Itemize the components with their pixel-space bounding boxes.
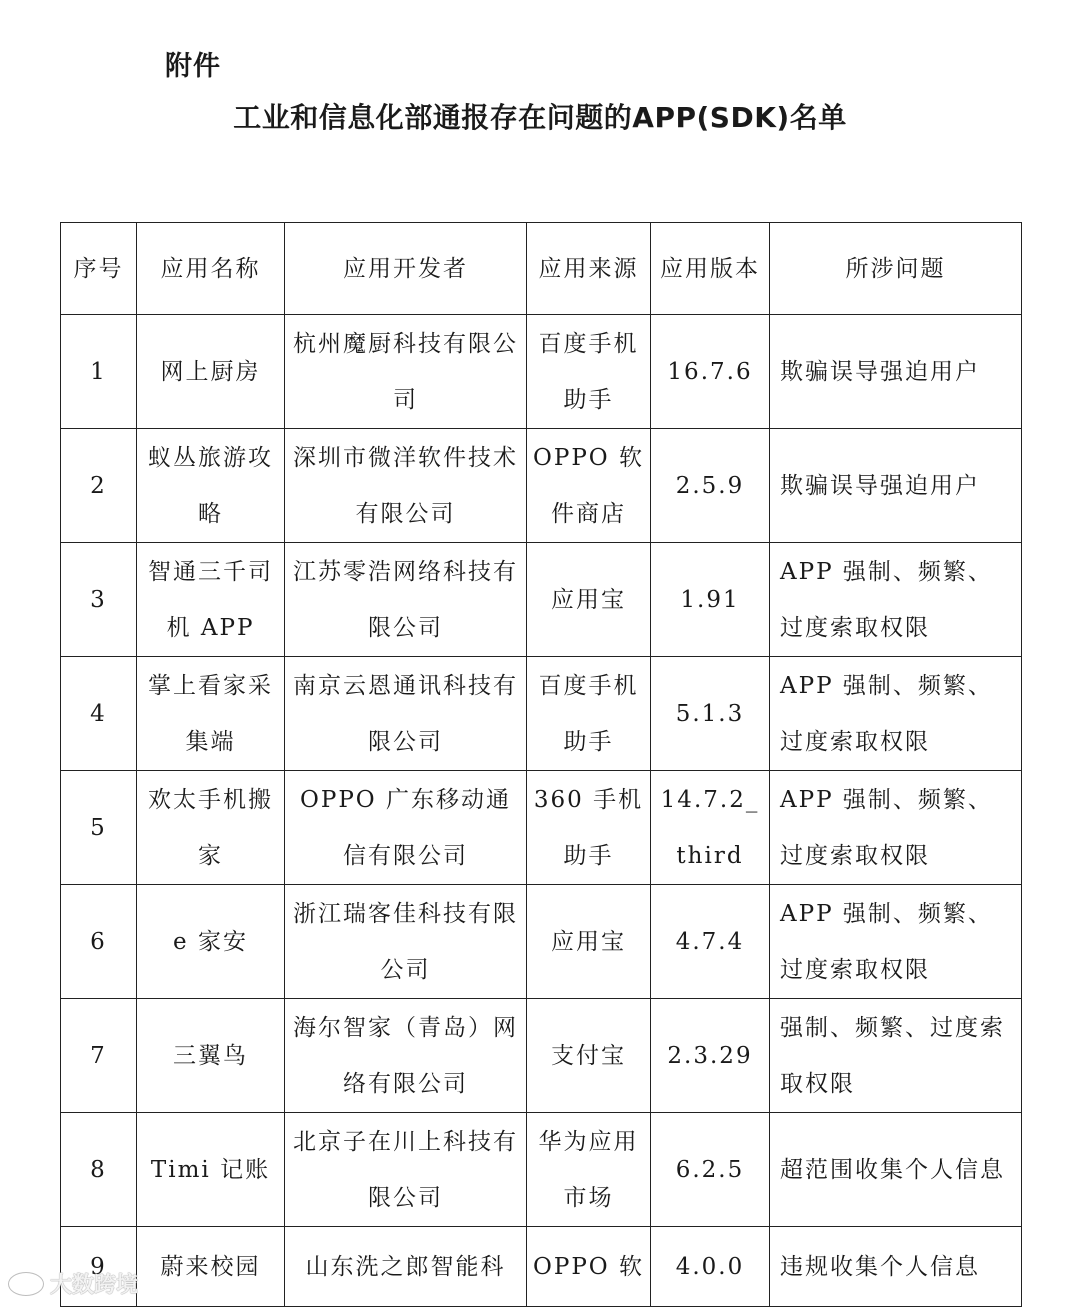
cell-issue: APP 强制、频繁、过度索取权限 [770, 657, 1022, 771]
cell-index: 1 [61, 315, 137, 429]
cell-version: 6.2.5 [651, 1113, 770, 1227]
cell-source: OPPO 软 [527, 1227, 651, 1307]
table-row [61, 999, 1022, 1113]
table-row [61, 543, 1022, 657]
cell-source: 应用宝 [527, 885, 651, 999]
cell-app-name: e 家安 [137, 885, 285, 999]
attachment-label: 附件 [165, 51, 221, 82]
header-cell-version: 应用版本 [651, 223, 770, 315]
cell-issue: APP 强制、频繁、过度索取权限 [770, 885, 1022, 999]
header-cell-source: 应用来源 [527, 223, 651, 315]
cell-app-name: 蚁丛旅游攻略 [137, 429, 285, 543]
cell-app-name: 智通三千司机 APP [137, 543, 285, 657]
cell-developer: 海尔智家（青岛）网络有限公司 [285, 999, 527, 1113]
table-header-row [61, 223, 1022, 315]
header-cell-app-name: 应用名称 [137, 223, 285, 315]
cell-version: 2.3.29 [651, 999, 770, 1113]
cell-version: 5.1.3 [651, 657, 770, 771]
cell-index: 5 [61, 771, 137, 885]
cell-index: 9 [61, 1227, 137, 1307]
cell-app-name: 网上厨房 [137, 315, 285, 429]
table-row [61, 1113, 1022, 1227]
cell-version: 16.7.6 [651, 315, 770, 429]
watermark [8, 1268, 138, 1299]
cell-source: 华为应用市场 [527, 1113, 651, 1227]
cell-developer: 江苏零浩网络科技有限公司 [285, 543, 527, 657]
cell-source: 360 手机助手 [527, 771, 651, 885]
cell-version: 1.91 [651, 543, 770, 657]
cell-version: 2.5.9 [651, 429, 770, 543]
weibo-logo-icon [8, 1272, 44, 1296]
cell-developer: 北京子在川上科技有限公司 [285, 1113, 527, 1227]
cell-issue: 欺骗误导强迫用户 [770, 429, 1022, 543]
cell-issue: 违规收集个人信息 [770, 1227, 1022, 1307]
table-row [61, 1227, 1022, 1307]
cell-app-name: Timi 记账 [137, 1113, 285, 1227]
header-cell-index: 序号 [61, 223, 137, 315]
table-row [61, 771, 1022, 885]
table-row [61, 315, 1022, 429]
document-title: 工业和信息化部通报存在问题的APP(SDK)名单 [233, 101, 847, 134]
cell-developer: 杭州魔厨科技有限公司 [285, 315, 527, 429]
cell-issue: APP 强制、频繁、过度索取权限 [770, 771, 1022, 885]
cell-source: OPPO 软件商店 [527, 429, 651, 543]
watermark-text: 大数跨境 [50, 1273, 139, 1298]
cell-issue: 强制、频繁、过度索取权限 [770, 999, 1022, 1113]
cell-source: 应用宝 [527, 543, 651, 657]
cell-issue: 超范围收集个人信息 [770, 1113, 1022, 1227]
table-row [61, 885, 1022, 999]
cell-app-name: 三翼鸟 [137, 999, 285, 1113]
table-row [61, 429, 1022, 543]
cell-index: 2 [61, 429, 137, 543]
cell-index: 4 [61, 657, 137, 771]
cell-source: 百度手机助手 [527, 657, 651, 771]
cell-developer: OPPO 广东移动通信有限公司 [285, 771, 527, 885]
cell-developer: 南京云恩通讯科技有限公司 [285, 657, 527, 771]
cell-app-name: 掌上看家采集端 [137, 657, 285, 771]
cell-source: 百度手机助手 [527, 315, 651, 429]
cell-developer: 浙江瑞客佳科技有限公司 [285, 885, 527, 999]
cell-app-name: 蔚来校园 [137, 1227, 285, 1307]
app-list-table [60, 222, 1022, 1307]
cell-index: 6 [61, 885, 137, 999]
cell-index: 3 [61, 543, 137, 657]
cell-version: 4.0.0 [651, 1227, 770, 1307]
cell-source: 支付宝 [527, 999, 651, 1113]
cell-developer: 深圳市微洋软件技术有限公司 [285, 429, 527, 543]
cell-index: 8 [61, 1113, 137, 1227]
header-cell-issue: 所涉问题 [770, 223, 1022, 315]
cell-app-name: 欢太手机搬家 [137, 771, 285, 885]
cell-issue: 欺骗误导强迫用户 [770, 315, 1022, 429]
cell-developer: 山东洗之郎智能科 [285, 1227, 527, 1307]
header-cell-developer: 应用开发者 [285, 223, 527, 315]
cell-index: 7 [61, 999, 137, 1113]
table-row [61, 657, 1022, 771]
cell-version: 14.7.2_third [651, 771, 770, 885]
cell-issue: APP 强制、频繁、过度索取权限 [770, 543, 1022, 657]
cell-version: 4.7.4 [651, 885, 770, 999]
